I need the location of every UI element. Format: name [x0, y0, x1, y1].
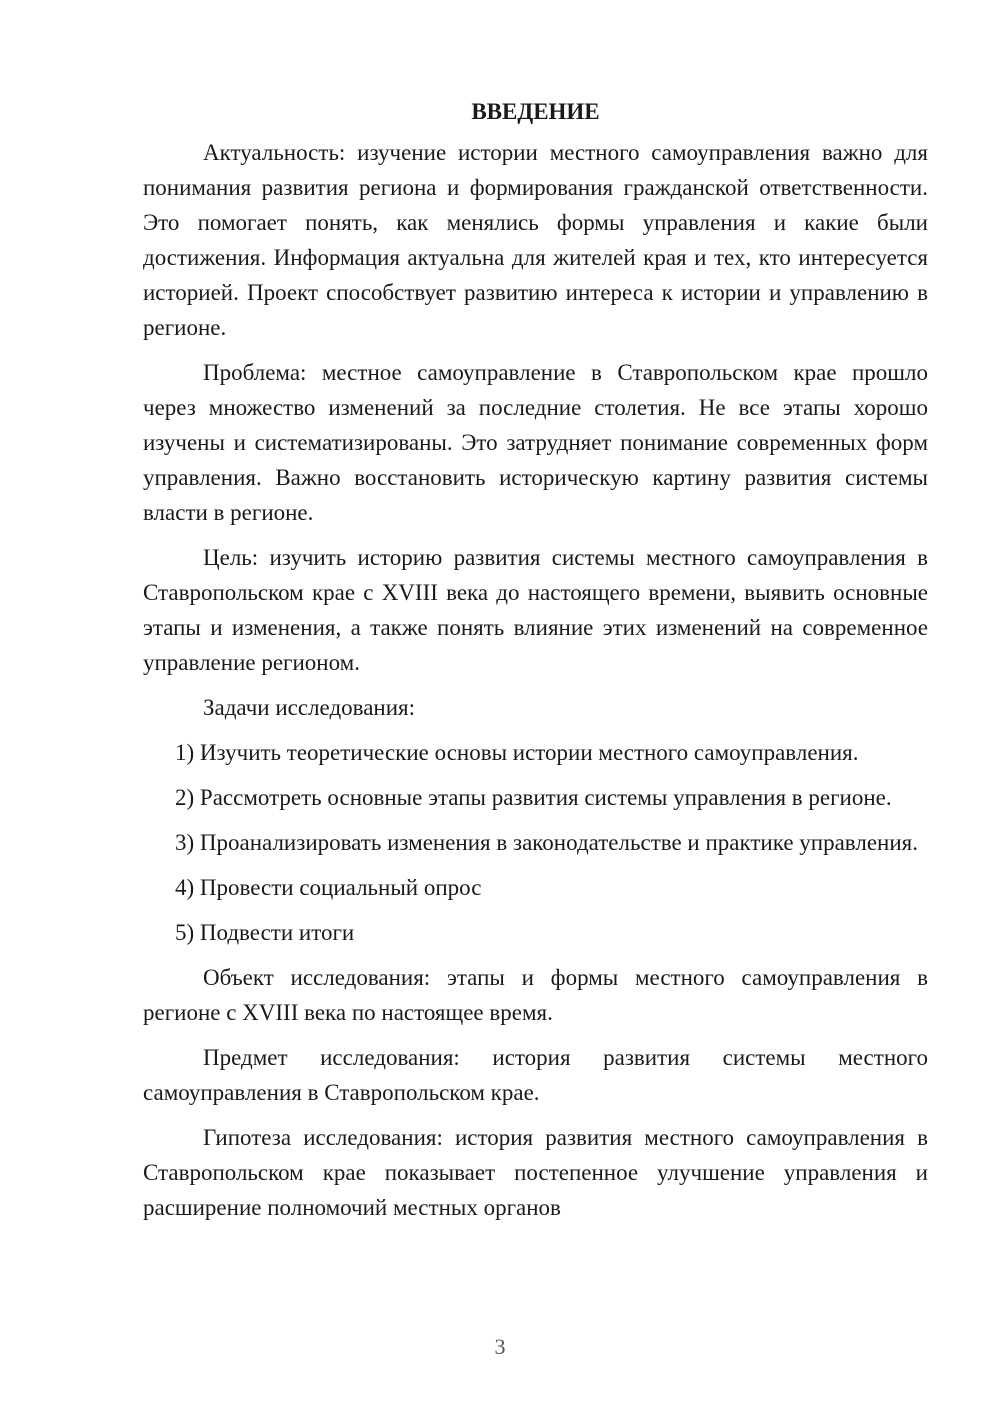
paragraph-object: Объект исследования: этапы и формы местного самоуправления в регионе с XVIII века по настоящее время.: [143, 965, 928, 1025]
paragraph-problem: Проблема: местное самоуправление в Ставропольском крае прошло через множество изменений за последние столетия. Не все этапы хорошо изучены и систематизированы. Это затрудняет понимание современных форм управления. Важно восстановить историческую картину развития системы власти в регионе.: [143, 360, 928, 525]
task-item-1: 1) Изучить теоретические основы истории местного самоуправления.: [175, 740, 859, 765]
paragraph-relevance: Актуальность: изучение истории местного самоуправления важно для понимания развития региона и формирования гражданской ответственности. Это помогает понять, как менялись формы управления и какие были достижения. Информация актуальна для жителей края и тех, кто интересуется историей. Проект способствует развитию интереса к истории и управлению в регионе.: [143, 140, 928, 340]
paragraph-subject: Предмет исследования: история развития системы местного самоуправления в Ставропольском крае.: [143, 1045, 928, 1105]
page-content: [143, 94, 928, 1225]
page-number: 3: [494, 1334, 506, 1359]
task-item-4: 4) Провести социальный опрос: [175, 875, 482, 900]
tasks-heading: Задачи исследования:: [203, 695, 416, 720]
page-title: ВВЕДЕНИЕ: [471, 99, 600, 124]
task-item-3: 3) Проанализировать изменения в законодательстве и практике управления.: [175, 830, 918, 855]
task-item-2: 2) Рассмотреть основные этапы развития системы управления в регионе.: [175, 785, 892, 810]
task-item-5: 5) Подвести итоги: [175, 920, 355, 945]
paragraph-goal: Цель: изучить историю развития системы местного самоуправления в Ставропольском крае с XVIII века до настоящего времени, выявить основные этапы и изменения, а также понять влияние этих изменений на современное управление регионом.: [143, 545, 928, 675]
paragraph-hypothesis: Гипотеза исследования: история развития местного самоуправления в Ставропольском крае показывает постепенное улучшение управления и расширение полномочий местных органов: [143, 1125, 928, 1220]
